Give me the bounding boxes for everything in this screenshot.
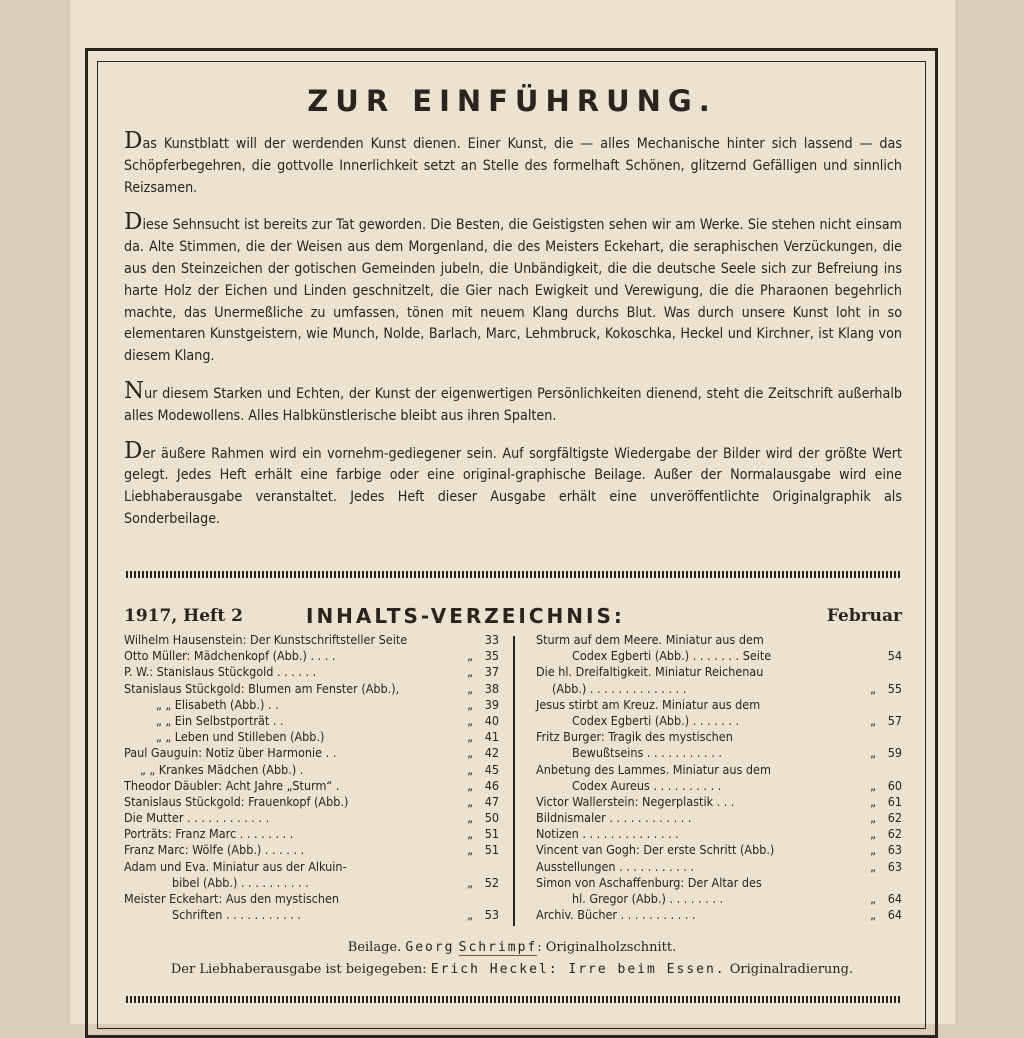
toc-entry	[536, 745, 902, 761]
toc-entry	[536, 778, 902, 794]
toc-ditto-mark: „	[870, 826, 876, 842]
toc-entry	[124, 632, 499, 648]
toc-entry-page: 62	[887, 810, 902, 826]
toc-entry-page: 51	[484, 842, 499, 858]
toc-entry-page: 59	[887, 745, 902, 761]
toc-ditto-mark: „	[467, 664, 473, 680]
intro-paragraph	[124, 211, 902, 368]
toc-entry	[124, 729, 499, 745]
toc-entry-title: Paul Gauguin: Notiz über Harmonie . .	[124, 745, 337, 761]
toc-entry-title: (Abb.) . . . . . . . . . . . . . .	[552, 680, 687, 696]
paragraph-initial: D	[124, 128, 143, 154]
toc-entry-title: Simon von Aschaffenburg: Der Altar des	[536, 874, 762, 890]
toc-entry-page: 47	[484, 793, 499, 809]
toc-entry-title: hl. Gregor (Abb.) . . . . . . . .	[572, 891, 724, 906]
page-title: ZUR EINFÜHRUNG.	[307, 84, 717, 118]
toc-ditto-mark: „	[467, 648, 473, 664]
toc-entry	[124, 745, 499, 761]
toc-entry	[124, 794, 499, 810]
toc-entry-page: 55	[887, 680, 902, 696]
toc-entry-title: bibel (Abb.) . . . . . . . . . .	[172, 874, 309, 890]
toc-ditto-mark: „	[467, 842, 473, 858]
toc-entry	[536, 648, 902, 664]
toc-entry	[536, 891, 902, 907]
liebhaber-artist: Erich Heckel: Irre beim Essen.	[430, 962, 726, 977]
toc-entry-title: Meister Eckehart: Aus den mystischen	[124, 891, 340, 906]
toc-entry-title: Codex Egberti (Abb.) . . . . . . .	[572, 712, 740, 728]
beilage-prefix: Beilage.	[347, 940, 402, 955]
toc-ditto-mark: „	[870, 842, 876, 858]
toc-entry-page: 62	[887, 826, 902, 842]
toc-entry	[536, 697, 902, 713]
toc-entry-title: „ „ Elisabeth (Abb.) . .	[156, 696, 279, 712]
toc-entry-page: 61	[887, 793, 902, 809]
toc-entry-title: Vincent van Gogh: Der erste Schritt (Abb.)	[536, 842, 775, 858]
toc-entry-page: 42	[484, 745, 499, 761]
toc-entry-page: 63	[887, 842, 902, 858]
toc-entry	[536, 794, 902, 810]
paragraph-text: iese Sehnsucht ist bereits zur Tat geworden. Die Besten, die Geistigsten sehen wir am Werke. Sie stehen nicht einsam da. Alte Stimmen, die der Weisen aus dem Morgenland, die des Meisters Eckehart, die seraphischen Verzückungen, die aus den Steinzeichen der gotischen Gemeinden jubeln, die Unbändigkeit, die die deutsche Seele sich zur Befreiung ins harte Holz der Eichen und Linden geschnitzelt, die Gier nach Ewigkeit und Verewigung, die die Pharaonen begehrlich machte, das Unermeßliche zu umfassen, tönen mit neuem Klang durchs Blut. Was durch unsere Kunst loht in so elementaren Kunstgeistern, wie Munch, Nolde, Barlach, Marc, Lehmbruck, Kokoschka, Heckel und Kirchner, ist Klang von diesem Klang.	[124, 217, 902, 365]
toc-entry-title: Sturm auf dem Meere. Miniatur aus dem	[536, 632, 764, 647]
toc-ditto-mark: „	[870, 891, 876, 906]
toc-entry-title: Ausstellungen . . . . . . . . . . .	[536, 858, 695, 874]
toc-entry-title: Adam und Eva. Miniatur aus der Alkuin-	[124, 858, 347, 874]
beilage-suffix: : Originalholzschnitt.	[537, 940, 677, 955]
toc-month: Februar	[826, 606, 902, 626]
toc-entry-page: 52	[484, 874, 499, 890]
toc-entry	[124, 859, 499, 875]
toc-ditto-mark: „	[467, 696, 473, 712]
toc-entry-title: Stanislaus Stückgold: Blumen am Fenster (Abb.),	[124, 680, 400, 696]
toc-entry-title: P. W.: Stanislaus Stückgold . . . . . .	[124, 664, 317, 680]
toc-entry	[536, 681, 902, 697]
toc-entry	[124, 875, 499, 891]
toc-entry	[536, 664, 902, 680]
toc-ditto-mark: „	[870, 810, 876, 826]
toc-entry-page: 64	[887, 907, 902, 923]
toc-ditto-mark: „	[467, 793, 473, 809]
divider-rule-bottom	[126, 996, 902, 1003]
toc-header	[124, 604, 902, 630]
toc-entry	[124, 681, 499, 697]
toc-entry	[536, 762, 902, 778]
toc-ditto-mark: „	[870, 777, 876, 793]
toc-entry-title: Porträts: Franz Marc . . . . . . . .	[124, 826, 294, 842]
toc-entry-title: Archiv. Bücher . . . . . . . . . . .	[536, 907, 696, 923]
toc-entry-title: Jesus stirbt am Kreuz. Miniatur aus dem	[536, 696, 761, 712]
toc-entry-title: Bildnismaler . . . . . . . . . . . .	[536, 810, 692, 826]
toc-entry-title: Codex Egberti (Abb.) . . . . . . . Seite	[572, 648, 772, 664]
toc-heading: INHALTS-VERZEICHNIS:	[306, 604, 625, 628]
toc-ditto-mark: „	[467, 680, 473, 696]
toc-entry	[124, 907, 499, 923]
paragraph-initial: D	[124, 437, 143, 464]
toc-entry-title: Fritz Burger: Tragik des mystischen	[536, 729, 733, 745]
toc-ditto-mark: „	[870, 907, 876, 923]
toc-ditto-mark: „	[467, 761, 473, 777]
beilage-artist-last: Schrimpf	[458, 940, 538, 955]
toc-entry	[124, 826, 499, 842]
toc-entry-page: 51	[484, 826, 499, 842]
toc-entry	[536, 875, 902, 891]
paragraph-initial: N	[124, 377, 145, 404]
toc-entry	[124, 697, 499, 713]
toc-entry-title: Stanislaus Stückgold: Frauenkopf (Abb.)	[124, 793, 349, 809]
toc-entry-title: Wilhelm Hausenstein: Der Kunstschriftsteller Seite	[124, 632, 408, 647]
toc-ditto-mark: „	[467, 907, 473, 923]
toc-entry	[536, 907, 902, 923]
toc-entry	[536, 713, 902, 729]
table-of-contents	[124, 632, 902, 928]
toc-entry-page: 64	[887, 891, 902, 906]
paragraph-initial: D	[124, 209, 143, 236]
toc-entry-page: 33	[484, 632, 499, 647]
toc-ditto-mark: „	[870, 793, 876, 809]
toc-entry-page: 35	[484, 648, 499, 664]
toc-entry	[536, 842, 902, 858]
toc-entry-page: 39	[484, 696, 499, 712]
toc-ditto-mark: „	[467, 777, 473, 793]
beilage-artist-first: Georg	[405, 940, 455, 955]
toc-ditto-mark: „	[467, 810, 473, 826]
toc-entry	[536, 729, 902, 745]
toc-ditto-mark: „	[870, 745, 876, 761]
toc-entry-page: 40	[484, 712, 499, 728]
toc-entry-page: 37	[484, 664, 499, 680]
toc-entry	[124, 664, 499, 680]
paragraph-text: er äußere Rahmen wird ein vornehm-gediegener sein. Auf sorgfältigste Wiedergabe der Bilder wird der größte Wert gelegt. Jedes Heft erhält eine farbige oder eine original-graphische Beilage. Außer der Normalausgabe wird eine Liebhaberausgabe veranstaltet. Jedes Heft dieser Ausgabe erhält eine unveröffentlichte Originalgraphik als Sonderbeilage.	[124, 445, 902, 527]
toc-entry-title: Notizen . . . . . . . . . . . . . .	[536, 826, 679, 842]
toc-entry-page: 57	[887, 712, 902, 728]
toc-entry-page: 41	[484, 729, 499, 745]
introduction-text	[124, 130, 902, 543]
toc-entry-title: „ „ Leben und Stilleben (Abb.)	[156, 729, 325, 745]
intro-paragraph	[124, 437, 902, 531]
toc-ditto-mark: „	[870, 680, 876, 696]
toc-ditto-mark: „	[467, 712, 473, 728]
toc-ditto-mark: „	[467, 745, 473, 761]
toc-entry	[536, 859, 902, 875]
toc-ditto-mark: „	[467, 729, 473, 745]
toc-entry	[536, 632, 902, 648]
toc-entry	[124, 778, 499, 794]
toc-right-column	[536, 632, 902, 923]
toc-ditto-mark: „	[467, 826, 473, 842]
liebhaber-suffix: Originalradierung.	[729, 962, 854, 977]
toc-entry-page: 54	[887, 648, 902, 664]
toc-entry-title: Die Mutter . . . . . . . . . . . .	[124, 810, 270, 826]
toc-entry	[536, 826, 902, 842]
toc-entry	[124, 842, 499, 858]
toc-entry-page: 53	[484, 907, 499, 923]
toc-entry-page: 38	[484, 680, 499, 696]
paragraph-text: ur diesem Starken und Echten, der Kunst der eigenwertigen Persönlichkeiten dienend, steht die Zeitschrift außerhalb alles Modewollens. Alles Halbkünstlerische bleibt aus ihren Spalten.	[124, 385, 902, 424]
toc-entry-title: Otto Müller: Mädchenkopf (Abb.) . . . .	[124, 648, 336, 664]
toc-entry-page: 60	[887, 777, 902, 793]
toc-entry-title: Franz Marc: Wölfe (Abb.) . . . . . .	[124, 842, 305, 858]
toc-entry-title: Codex Aureus . . . . . . . . . .	[572, 777, 722, 793]
paragraph-text: as Kunstblatt will der werdenden Kunst dienen. Einer Kunst, die — alles Mechanische hinter sich lassend — das Schöpferbegehren, die gottvolle Innerlichkeit setzt an Stelle des formelhaft Schönen, glitzernd Gefälligen und sinnlich Reizsamen.	[124, 136, 902, 196]
toc-entry-title: Victor Wallerstein: Negerplastik . . .	[536, 793, 735, 809]
toc-entry-page: 63	[887, 858, 902, 874]
toc-entry	[124, 762, 499, 778]
toc-entry-title: „ „ Krankes Mädchen (Abb.) .	[140, 761, 304, 777]
toc-ditto-mark: „	[870, 712, 876, 728]
toc-entry	[124, 713, 499, 729]
intro-paragraph	[124, 377, 902, 428]
toc-entry-title: Bewußtseins . . . . . . . . . . .	[572, 745, 722, 761]
toc-entry	[124, 891, 499, 907]
toc-entry-page: 45	[484, 761, 499, 777]
toc-column-divider	[513, 636, 515, 926]
toc-entry	[124, 810, 499, 826]
beilage-line	[0, 940, 1024, 955]
divider-rule-top	[126, 571, 902, 578]
toc-ditto-mark: „	[467, 874, 473, 890]
toc-issue: 1917, Heft 2	[124, 606, 243, 626]
toc-entry-title: „ „ Ein Selbstporträt . .	[156, 712, 284, 728]
toc-entry-title: Schriften . . . . . . . . . . .	[172, 907, 301, 923]
toc-entry-title: Theodor Däubler: Acht Jahre „Sturm“ .	[124, 777, 340, 793]
toc-ditto-mark: „	[870, 858, 876, 874]
toc-entry-title: Anbetung des Lammes. Miniatur aus dem	[536, 761, 771, 777]
toc-entry-page: 50	[484, 810, 499, 826]
liebhaber-line	[0, 962, 1024, 977]
liebhaber-prefix: Der Liebhaberausgabe ist beigegeben:	[170, 962, 427, 977]
toc-entry	[124, 648, 499, 664]
toc-entry-title: Die hl. Dreifaltigkeit. Miniatur Reichenau	[536, 664, 764, 680]
intro-paragraph	[124, 130, 902, 199]
toc-entry	[536, 810, 902, 826]
toc-left-column	[124, 632, 499, 923]
toc-entry-page: 46	[484, 777, 499, 793]
